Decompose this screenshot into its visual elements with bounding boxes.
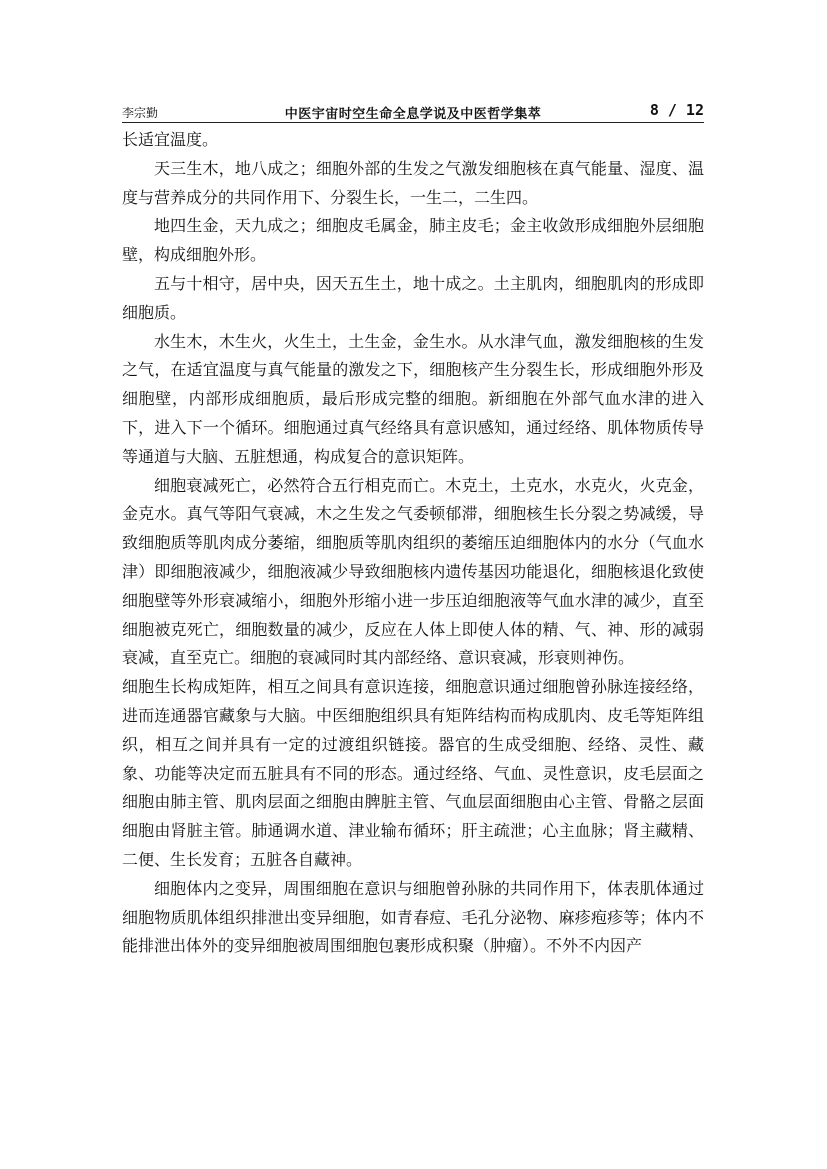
paragraph: 天三生木，地八成之；细胞外部的生发之气激发细胞核在真气能量、湿度、温度与营养成分的共同作用下、分裂生长，一生二，二生四。 <box>122 158 704 207</box>
page-header <box>122 100 704 123</box>
paragraph: 细胞生长构成矩阵，相互之间具有意识连接，细胞意识通过细胞曾孙脉连接经络，进而连通器官藏象与大脑。中医细胞组织具有矩阵结构而构成肌肉、皮毛等矩阵组织，相互之间并具有一定的过渡组织链接。器官的生成受细胞、经络、灵性、藏象、功能等决定而五脏具有不同的形态。通过经络、气血、灵性意识，皮毛层面之细胞由肺主管、肌肉层面之细胞由脾脏主管、气血层面细胞由心主管、骨骼之层面细胞由肾脏主管。肺通调水道、津业输布循环；肝主疏泄；心主血脉；肾主藏精、二便、生长发育；五脏各自藏神。 <box>122 677 704 869</box>
paragraph: 五与十相守，居中央，因天五生土，地十成之。土主肌肉，细胞肌肉的形成即细胞质。 <box>122 273 704 322</box>
header-page-number: 8 / 12 <box>649 101 704 119</box>
header-title: 中医宇宙时空生命全息学说及中医哲学集萃 <box>284 107 542 122</box>
header-author: 李宗勤 <box>122 106 159 120</box>
paragraph: 水生木，木生火，火生土，土生金，金生水。从水津气血，激发细胞核的生发之气，在适宜温度与真气能量的激发之下，细胞核产生分裂生长，形成细胞外形及细胞壁，内部形成细胞质，最后形成完整的细胞。新细胞在外部气血水津的进入下，进入下一个循环。细胞通过真气经络具有意识感知，通过经络、肌体物质传导等通道与大脑、五脏想通，构成复合的意识矩阵。 <box>122 331 704 466</box>
paragraph: 地四生金，天九成之；细胞皮毛属金，肺主皮毛；金主收敛形成细胞外层细胞壁，构成细胞外形。 <box>122 216 704 265</box>
paragraph-continued: 长适宜温度。 <box>122 130 219 149</box>
document-body <box>122 126 704 961</box>
paragraph: 细胞体内之变异，周围细胞在意识与细胞曾孙脉的共同作用下，体表肌体通过细胞物质肌体组织排泄出变异细胞，如青春痘、毛孔分泌物、麻疹疱疹等；体内不能排泄出体外的变异细胞被周围细胞包裹形成积聚（肿瘤）。不外不内因产 <box>122 878 704 956</box>
paragraph: 细胞衰减死亡，必然符合五行相克而亡。木克土，土克水，水克火，火克金，金克水。真气等阳气衰减，木之生发之气委顿郁滞，细胞核生长分裂之势减缓，导致细胞质等肌肉成分萎缩，细胞质等肌肉组织的萎缩压迫细胞体内的水分（气血水津）即细胞液减少，细胞液减少导致细胞核内遗传基因功能退化，细胞核退化致使细胞壁等外形衰减缩小，细胞外形缩小进一步压迫细胞液等气血水津的减少，直至细胞被克死亡，细胞数量的减少，反应在人体上即使人体的精、气、神、形的减弱衰减，直至克亡。细胞的衰减同时其内部经络、意识衰减，形衰则神伤。 <box>122 475 704 668</box>
